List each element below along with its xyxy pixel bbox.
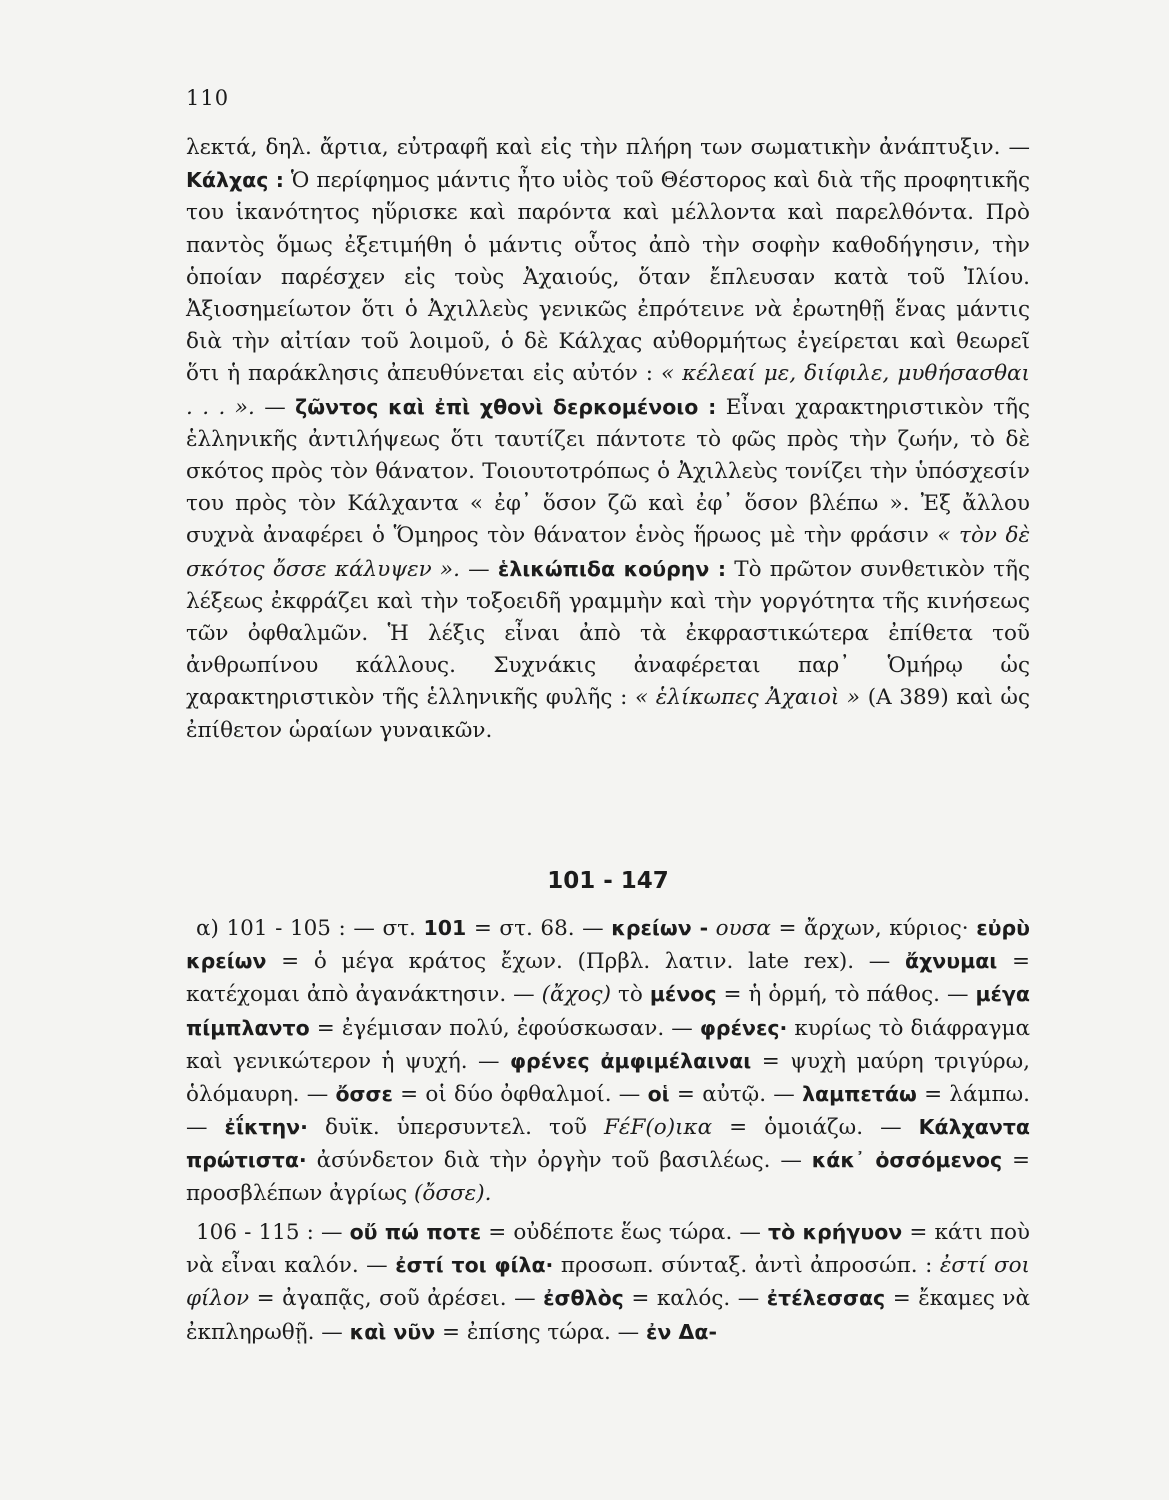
text-run: α) 101 - 105 : — στ. — [196, 916, 424, 941]
lemma: εὐρὺ κρείων — [186, 916, 1031, 974]
italic-term: ουσα — [708, 916, 771, 941]
text-run: 106 - 115 : — — [196, 1220, 350, 1245]
text-run: = κάτι ποὺ νὰ εἶναι καλόν. — — [186, 1220, 1030, 1279]
lemma: οἱ — [647, 1082, 670, 1107]
section-heading: 101 - 147 — [547, 868, 669, 894]
text-run: Ὁ περίφημος μάντις ἦτο υἱὸς τοῦ Θέστορος καὶ διὰ τῆς προφητικῆς του ἱκανότητος ηὕρισκε καὶ παρόντα καὶ μέλλοντα καὶ παρελθόντα. Πρὸ παντὸς ὅμως ἐξετιμήθη ὁ μάντις οὗτος ἀπὸ τὴν σοφὴν καθοδήγησιν, τὴν ὁποίαν παρέσχεν εἰς τοὺς Ἀχαιούς, ὅταν ἔπλευσαν κατὰ τοῦ Ἰλίου. Ἀξιοσημείωτον ὅτι ὁ Ἀχιλλεὺς γενικῶς ἐπρότεινε νὰ ἐρωτηθῇ ἕνας μάντις διὰ τὴν αἰτίαν τοῦ λοιμοῦ, ὁ δὲ Κάλχας αὐθορμήτως ἐγείρεται καὶ θεωρεῖ ὅτι ἡ παράκλησις ἀπευθύνεται εἰς αὐτόν : — [186, 168, 1030, 387]
text-run: = αὐτῷ. — — [669, 1082, 803, 1108]
text-run: = ἡ ὁρμή, τὸ πάθος. — — [716, 982, 976, 1008]
text-run: = ὁ μέγα κράτος ἔχων. (Πρβλ. λατιν. late rex). — — [266, 949, 905, 975]
text-run: = καλός. — — [623, 1286, 767, 1312]
lemma: 101 — [423, 916, 467, 940]
text-run: Τὸ πρῶτον συνθετικὸν τῆς λέξεως ἐκφράζει καὶ τὴν τοξοειδῆ γραμμὴν καὶ τὴν γοργότητα τῆς κινήσεως τῶν ὀφθαλμῶν. Ἡ λέξις εἶναι ἀπὸ τὰ ἐκφραστικώτερα ἐπίθετα τοῦ ἀνθρωπίνου κάλλους. Συχνάκις ἀναφέρεται παρ᾽ Ὁμήρῳ ὡς χαρακτηριστικὸν τῆς ἑλληνικῆς φυλῆς : — [186, 556, 1030, 711]
text-run: = οἱ δύο ὀφθαλμοί. — — [392, 1082, 648, 1108]
lemma: οὔ πώ ποτε — [349, 1220, 482, 1244]
text-run: = οὐδέποτε ἕως τώρα. — — [481, 1220, 768, 1245]
lemma: μένος — [649, 982, 717, 1007]
text-run: = ἐπίσης τώρα. — — [435, 1319, 646, 1345]
italic-term: (ὄσσε). — [414, 1180, 492, 1206]
text-run: = κατέχομαι ἀπὸ ἀγανάκτησιν. — — [186, 949, 1030, 1008]
lemma: καὶ νῦν — [349, 1319, 436, 1344]
quotation: « κέλεαί με, διίφιλε, μυθήσασθαι . . . ». — [186, 361, 1030, 420]
text-run: = στ. 68. — — [466, 916, 612, 941]
lemma: ἐτέλεσσας — [766, 1286, 886, 1311]
text-run: = ἄρχων, κύριος· — [770, 916, 977, 941]
lemma: κάκ᾽ ὀσσόμενος — [811, 1148, 1003, 1173]
text-run: Εἶναι χαρακτηριστικὸν τῆς ἑλληνικῆς ἀντιλήψεως ὅτι ταυτίζει πάντοτε τὸ φῶς πρὸς τὴν ζωήν, τὸ δὲ σκότος πρὸς τὸν θάνατον. Τοιουτοτρόπως ὁ Ἀχιλλεὺς τονίζει τὴν ὑπόσχεσίν του πρὸς τὸν Κάλχαντα « ἐφ᾽ ὅσον ζῶ καὶ ἐφ᾽ ὅσον βλέπω ». Ἐξ ἄλλου συχνὰ ἀναφέρει ὁ Ὅμηρος τὸν θάνατον ἑνὸς ἥρωος μὲ τὴν φράσιν — [186, 394, 1030, 549]
lemma: ἐΐκτην· — [224, 1115, 308, 1140]
text-run: (Α 389) καὶ ὡς ἐπίθετον ὡραίων γυναικῶν. — [186, 685, 1030, 743]
text-run: προσωπ. σύνταξ. ἀντὶ ἀπροσώπ. : — [553, 1253, 940, 1279]
lemma: ἐν Δα- — [645, 1319, 717, 1344]
text-run: = ἔκαμες νὰ ἐκπληρωθῇ. — — [186, 1286, 1030, 1345]
text-run: ἀσύνδετον διὰ τὴν ὀργὴν τοῦ βασιλέως. — — [306, 1148, 812, 1174]
lemma: κρείων - — [611, 916, 709, 940]
lemma: τὸ κρήγυον — [767, 1220, 903, 1244]
commentary-paragraph-2 — [186, 912, 1030, 1210]
lemma: ἐστί τοι φίλα· — [395, 1253, 554, 1278]
text-run: δυϊκ. ὑπερσυντελ. τοῦ — [307, 1115, 604, 1141]
italic-term: (ἄχος) — [541, 982, 611, 1008]
text-run: — — [459, 556, 498, 582]
lemma: φρένες· — [699, 1015, 788, 1040]
lemma: μέγα πίμπλαντο — [186, 982, 1030, 1040]
italic-term: FέF(ο)ικα — [604, 1115, 713, 1141]
text-run: = ὁμοιάζω. — — [712, 1115, 919, 1141]
text-run: = ἀγαπᾷς, σοῦ ἀρέσει. — — [249, 1286, 544, 1312]
text-run: τὸ — [610, 982, 650, 1008]
quotation: « τὸν δὲ σκότος ὄσσε κάλυψεν ». — [186, 523, 1030, 582]
lemma: φρένες ἀμφιμέλαιναι — [510, 1048, 752, 1073]
lemma-zontos: ζῶντος καὶ ἐπὶ χθονὶ δερκομένοιο : — [295, 394, 717, 419]
lemma: λαμπετάω — [802, 1082, 917, 1107]
lemma: ὄσσε — [335, 1082, 393, 1107]
lemma: ἐσθλὸς — [543, 1286, 624, 1311]
text-run: κυρίως τὸ διάφραγμα καὶ γενικώτερον ἡ ψυχή. — — [186, 1015, 1030, 1074]
commentary-paragraph-3 — [186, 1216, 1030, 1349]
commentary-paragraph-1 — [186, 132, 1030, 747]
lemma: ἄχνυμαι — [905, 949, 998, 974]
text-run: — — [254, 394, 296, 420]
italic-term: ἐστί σοι φίλον — [186, 1253, 1030, 1312]
text-run: = ἐγέμισαν πολύ, ἐφούσκωσαν. — — [309, 1015, 700, 1041]
lemma-kalchas: Κάλχας : — [186, 168, 284, 193]
page-number: 110 — [186, 86, 230, 110]
quotation: « ἑλίκωπες Ἀχαιοὶ » — [634, 685, 861, 711]
text-run: λεκτά, δηλ. ἄρτια, εὐτραφῆ καὶ εἰς τὴν πλήρη των σωματικὴν ἀνάπτυξιν. — — [186, 135, 1030, 160]
lemma-elikopida: ἑλικώπιδα κούρην : — [497, 556, 727, 581]
text-run: = λάμπω. — — [186, 1082, 1030, 1141]
text-run: = ψυχὴ μαύρη τριγύρω, ὁλόμαυρη. — — [186, 1048, 1030, 1108]
lemma: Κάλχαντα πρώτιστα· — [186, 1115, 1031, 1173]
text-run: = προσβλέπων ἀγρίως — [186, 1148, 1030, 1206]
